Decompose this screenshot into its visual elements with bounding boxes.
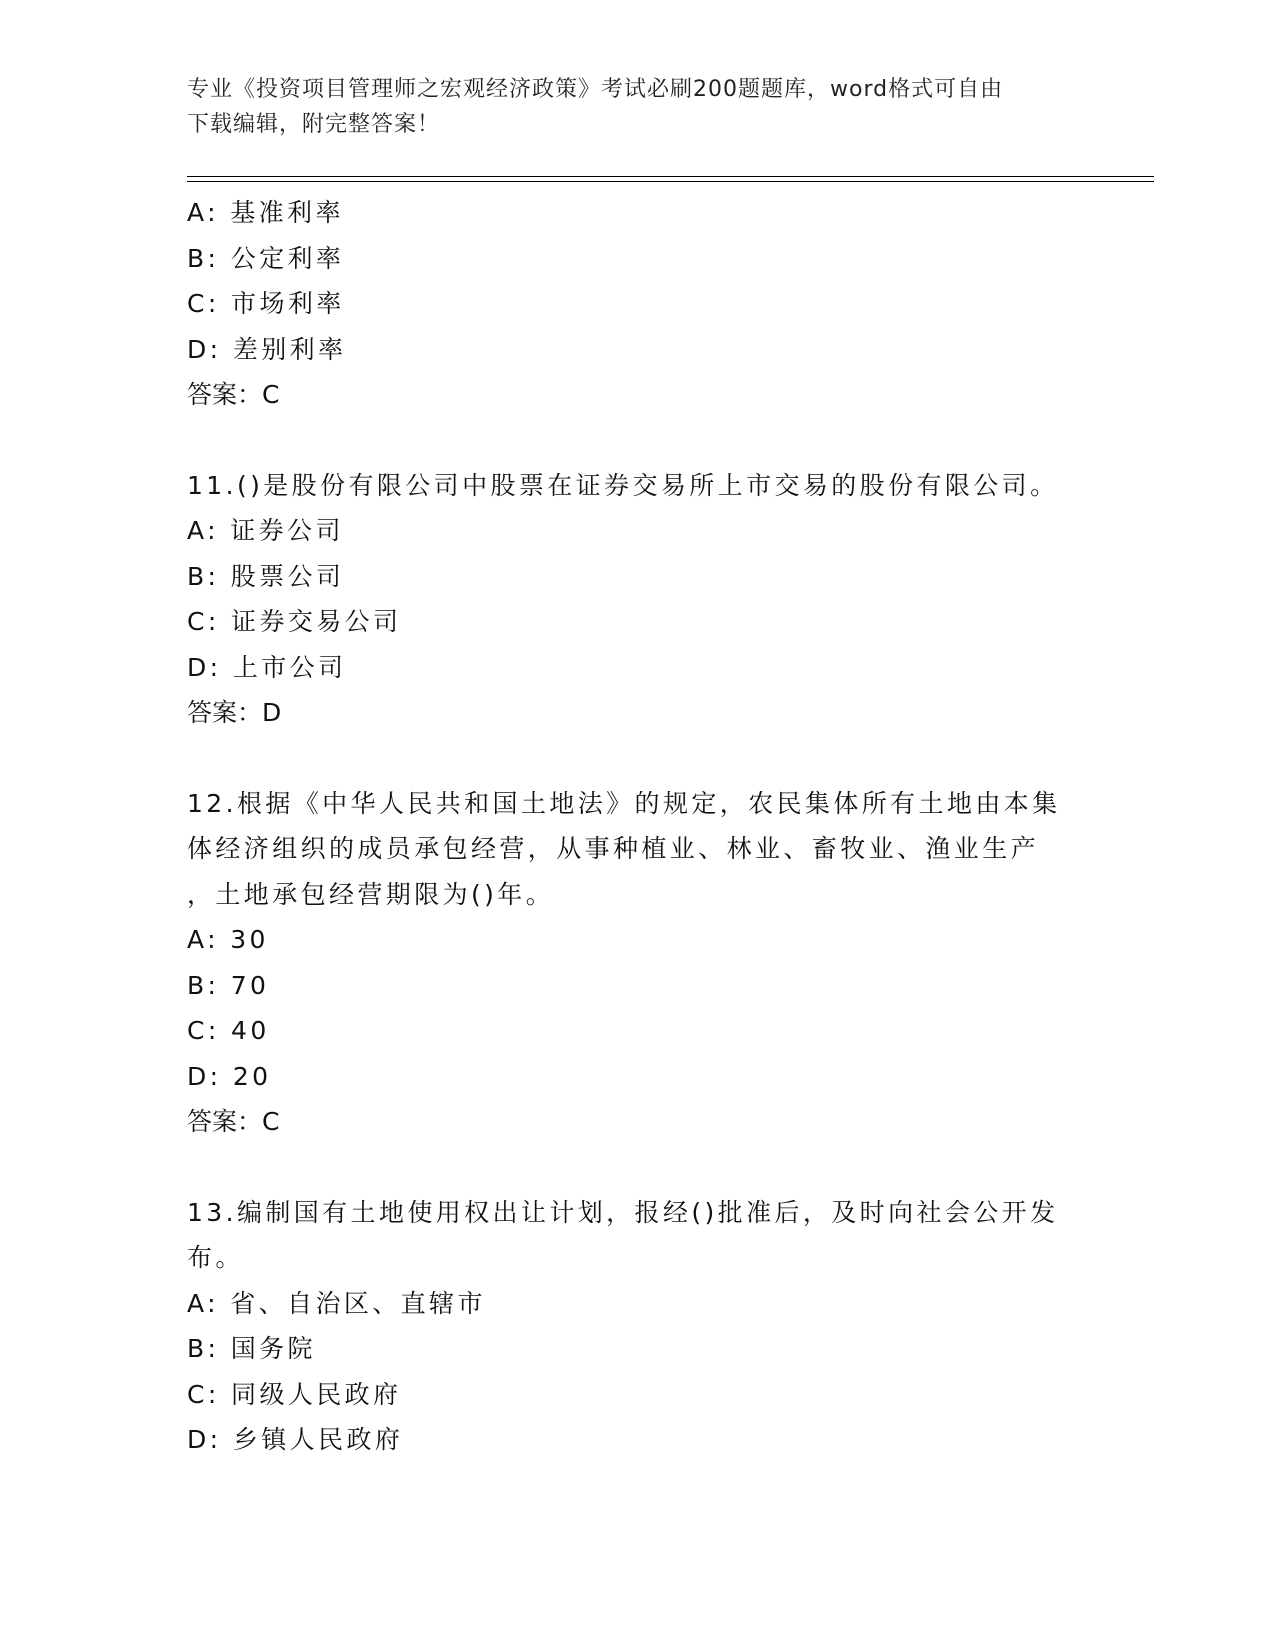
option-text: 同级人民政府 [231, 1379, 402, 1409]
option-a [187, 190, 1087, 236]
option-text: 股票公司 [230, 561, 345, 591]
option-text: 证券交易公司 [231, 607, 402, 636]
option-d [187, 645, 1087, 691]
answer-line [187, 690, 1087, 736]
option-letter: A: [187, 925, 219, 954]
answer-value: C [262, 380, 281, 409]
option-letter: D: [187, 334, 222, 364]
option-text: 乡镇人民政府 [232, 1425, 404, 1454]
answer-value: C [262, 1107, 281, 1136]
option-letter: B: [187, 243, 220, 273]
option-b [187, 554, 1087, 600]
question-13 [187, 1190, 1087, 1463]
answer-value: D [262, 698, 283, 727]
header-divider-top [187, 176, 1154, 177]
option-letter: A: [187, 516, 219, 545]
question-text-line-1: 12.根据《中华人民共和国土地法》的规定，农民集体所有土地由本集 [187, 788, 1061, 818]
question-text-line-2: 体经济组织的成员承包经营，从事种植业、林业、畜牧业、渔业生产 [187, 834, 1040, 863]
option-text: 省、自治区、直辖市 [230, 1288, 486, 1318]
option-b [187, 1326, 1087, 1372]
option-text: 国务院 [230, 1334, 316, 1363]
document-header [187, 72, 1067, 142]
option-b [187, 236, 1087, 282]
option-a [187, 917, 1087, 963]
option-text: 30 [230, 925, 269, 954]
option-text: 上市公司 [232, 652, 347, 682]
answer-line [187, 1099, 1087, 1145]
option-letter: A: [187, 198, 219, 227]
answer-line [187, 372, 1087, 418]
answer-label: 答案： [187, 698, 263, 727]
answer-label: 答案： [187, 380, 263, 409]
header-line-2: 下载编辑，附完整答案！ [187, 112, 441, 137]
option-text: 20 [232, 1061, 272, 1091]
question-11 [187, 463, 1087, 736]
option-letter: C: [187, 289, 220, 318]
option-a [187, 1281, 1087, 1327]
header-line-1: 专业《投资项目管理师之宏观经济政策》考试必刷200题题库，word格式可自由 [187, 77, 1004, 102]
option-letter: C: [187, 607, 220, 636]
option-letter: B: [187, 970, 220, 1000]
option-text: 70 [230, 970, 270, 1000]
option-letter: B: [187, 1334, 220, 1363]
header-divider-bottom [187, 181, 1154, 182]
option-c [187, 599, 1087, 645]
question-10-continued [187, 190, 1087, 418]
option-letter: A: [187, 1288, 219, 1318]
option-a [187, 508, 1087, 554]
option-letter: C: [187, 1016, 220, 1045]
option-d [187, 327, 1087, 373]
question-content [187, 190, 1087, 1463]
option-text: 市场利率 [231, 289, 345, 318]
option-letter: D: [187, 1425, 222, 1454]
option-letter: B: [187, 561, 220, 591]
option-c [187, 1008, 1087, 1054]
question-text: 11.()是股份有限公司中股票在证券交易所上市交易的股份有限公司。 [187, 470, 1059, 500]
option-c [187, 1372, 1087, 1418]
option-letter: D: [187, 652, 222, 682]
option-d [187, 1417, 1087, 1463]
option-text: 公定利率 [230, 243, 345, 273]
question-12 [187, 781, 1087, 1145]
option-d [187, 1054, 1087, 1100]
answer-label: 答案： [187, 1107, 263, 1136]
option-text: 基准利率 [230, 198, 344, 227]
question-text-line-1: 13.编制国有土地使用权出让计划，报经()批准后，及时向社会公开发 [187, 1197, 1059, 1227]
option-b [187, 963, 1087, 1009]
question-text-line-3: ，土地承包经营期限为()年。 [187, 879, 555, 909]
option-c [187, 281, 1087, 327]
option-text: 40 [231, 1016, 270, 1045]
option-letter: D: [187, 1061, 222, 1091]
option-letter: C: [187, 1379, 220, 1409]
option-text: 证券公司 [230, 516, 344, 545]
question-text-line-2: 布。 [187, 1243, 244, 1272]
option-text: 差别利率 [232, 334, 347, 364]
